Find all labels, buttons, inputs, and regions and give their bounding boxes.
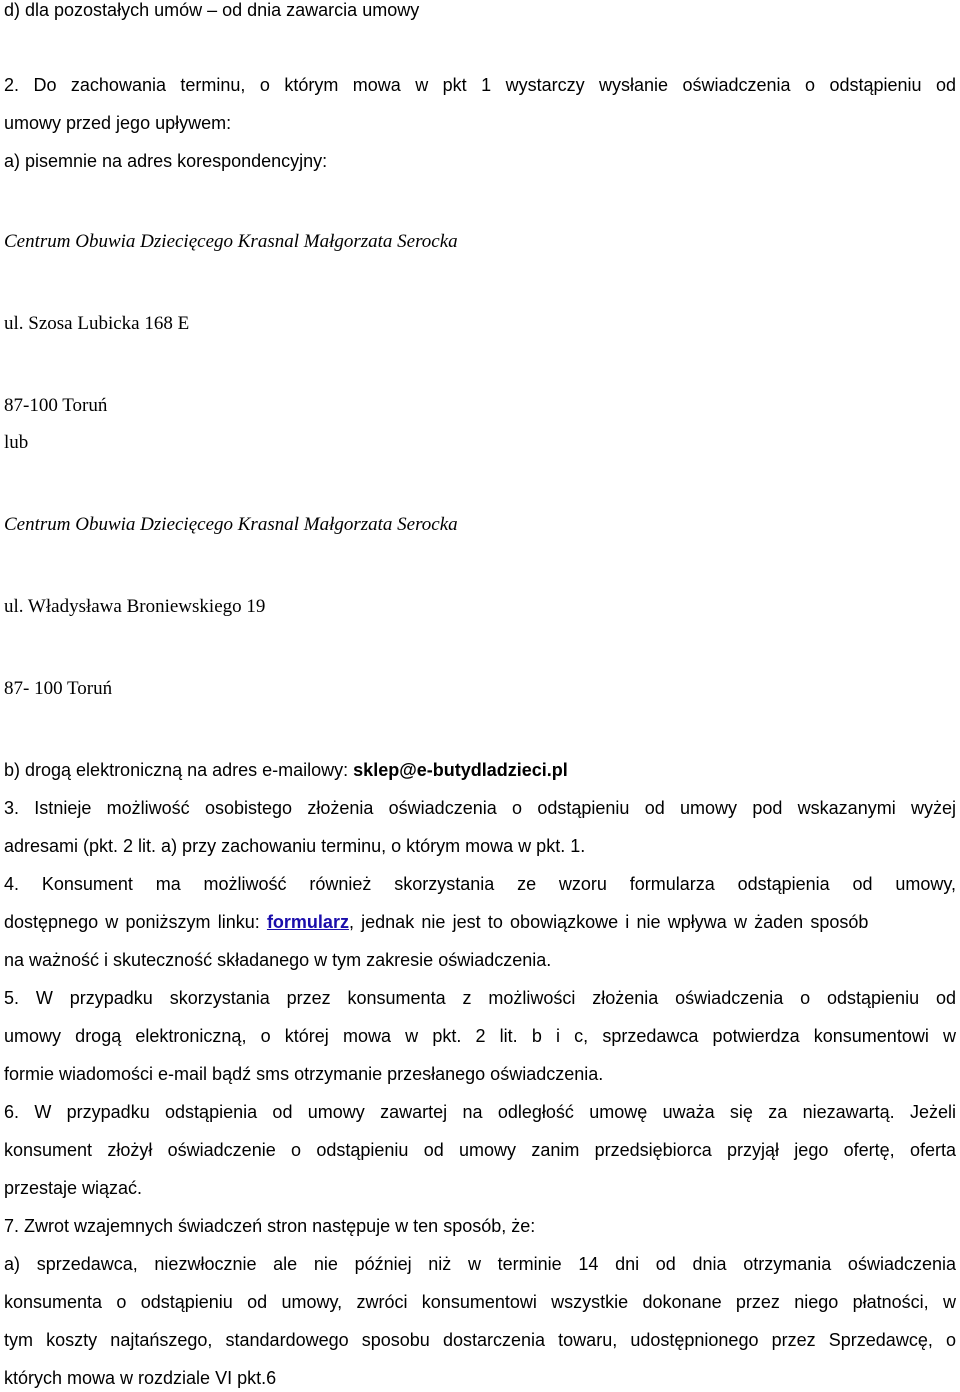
p4-line2-after: , jednak nie jest to obowiązkowe i nie wpływa w żaden sposób <box>348 912 869 932</box>
form-link[interactable]: formularz <box>266 912 349 932</box>
address2-street: ul. Władysława Broniewskiego 19 <box>4 596 266 617</box>
p7a-line3: tym koszty najtańszego, standardowego sposobu dostarczenia towaru, udostępnionego przez Sprzedawcę, o <box>4 1330 956 1350</box>
p7-line1: 7. Zwrot wzajemnych świadczeń stron następuje w ten sposób, że: <box>4 1216 536 1236</box>
p2-line3: a) pisemnie na adres korespondencyjny: <box>4 151 328 171</box>
address1-city: 87-100 Toruń <box>4 395 108 416</box>
p6-line1: 6. W przypadku odstąpienia od umowy zawartej na odległość umowę uważa się za niezawartą. Jeżeli <box>4 1102 956 1122</box>
p6-line3: przestaje wiązać. <box>4 1178 143 1198</box>
p2-line1: 2. Do zachowania terminu, o którym mowa w pkt 1 wystarczy wysłanie oświadczenia o odstąpieniu od <box>4 75 956 95</box>
section-d-text: d) dla pozostałych umów – od dnia zawarcia umowy <box>4 0 420 20</box>
address1-street: ul. Szosa Lubicka 168 E <box>4 313 190 334</box>
p5-line3: formie wiadomości e-mail bądź sms otrzymanie przesłanego oświadczenia. <box>4 1064 604 1084</box>
p4-line2 <box>4 910 868 934</box>
p4-line2-before: dostępnego w poniższym linku: <box>4 912 267 932</box>
email-address: sklep@e-butydladzieci.pl <box>353 760 568 780</box>
p5-line2: umowy drogą elektroniczną, o której mowa w pkt. 2 lit. b i c, sprzedawca potwierdza konsumentowi w <box>4 1026 956 1046</box>
address2-name: Centrum Obuwia Dziecięcego Krasnal Małgorzata Serocka <box>4 514 458 535</box>
p2-line2: umowy przed jego upływem: <box>4 113 232 133</box>
p3-line2: adresami (pkt. 2 lit. a) przy zachowaniu terminu, o którym mowa w pkt. 1. <box>4 836 586 856</box>
email-line-label: b) drogą elektroniczną na adres e-mailowy: <box>4 760 354 780</box>
p5-line1: 5. W przypadku skorzystania przez konsumenta z możliwości złożenia oświadczenia o odstąpieniu od <box>4 988 956 1008</box>
or-text: lub <box>4 432 29 453</box>
email-line <box>4 758 568 782</box>
address2-city: 87- 100 Toruń <box>4 678 113 699</box>
p7a-line1: a) sprzedawca, niezwłocznie ale nie później niż w terminie 14 dni od dnia otrzymania oświadczenia <box>4 1254 956 1274</box>
p3-line1: 3. Istnieje możliwość osobistego złożenia oświadczenia o odstąpieniu od umowy pod wskazanymi wyżej <box>4 798 956 818</box>
p7a-line4: których mowa w rozdziale VI pkt.6 <box>4 1368 277 1388</box>
p4-line1: 4. Konsument ma możliwość również skorzystania ze wzoru formularza odstąpienia od umowy, <box>4 874 956 894</box>
address1-name: Centrum Obuwia Dziecięcego Krasnal Małgorzata Serocka <box>4 231 458 252</box>
p6-line2: konsument złożył oświadczenie o odstąpieniu od umowy zanim przedsiębiorca przyjął jego ofertę, oferta <box>4 1140 956 1160</box>
p4-line3: na ważność i skuteczność składanego w tym zakresie oświadczenia. <box>4 950 552 970</box>
p7a-line2: konsumenta o odstąpieniu od umowy, zwróci konsumentowi wszystkie dokonane przez niego płatności, w <box>4 1292 956 1312</box>
